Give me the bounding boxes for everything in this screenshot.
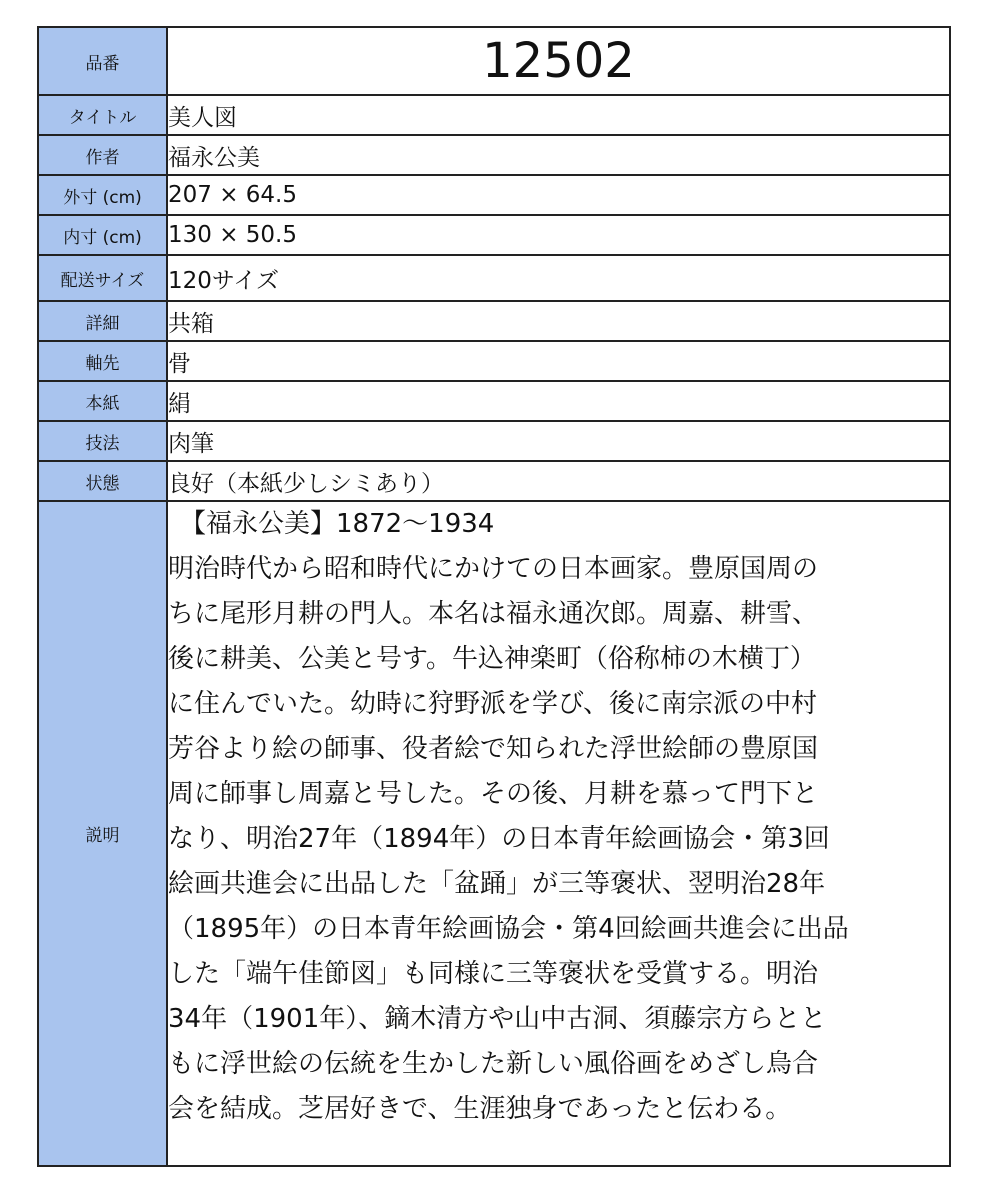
description-line: 後に耕美、公美と号す。牛込神楽町（俗称柿の木横丁）: [168, 644, 816, 674]
item-spec-table: [37, 26, 951, 1167]
description-line: した「端午佳節図」も同様に三等褒状を受賞する。明治: [168, 959, 819, 989]
value-artist: 福永公美: [167, 135, 950, 175]
value-inner-size: 130 × 50.5: [167, 215, 950, 255]
label-condition: 状態: [38, 461, 167, 501]
value-shipping-size: 120サイズ: [167, 255, 950, 301]
description-text: [168, 502, 949, 1132]
row-artist: [38, 135, 950, 175]
value-technique: 肉筆: [167, 421, 950, 461]
label-details: 詳細: [38, 301, 167, 341]
description-line: もに浮世絵の伝統を生かした新しい風俗画をめざし烏合: [168, 1049, 819, 1079]
value-condition: 良好（本紙少しシミあり）: [167, 461, 950, 501]
value-outer-size: 207 × 64.5: [167, 175, 950, 215]
label-roller-end: 軸先: [38, 341, 167, 381]
row-inner-size: [38, 215, 950, 255]
label-base-material: 本紙: [38, 381, 167, 421]
description-line: 34年（1901年）、鏑木清方や山中古洞、須藤宗方らとと: [168, 1004, 827, 1034]
description-line: （1895年）の日本青年絵画協会・第4回絵画共進会に出品: [168, 914, 849, 944]
description-line: なり、明治27年（1894年）の日本青年絵画協会・第3回: [168, 824, 830, 854]
row-outer-size: [38, 175, 950, 215]
row-roller-end: [38, 341, 950, 381]
label-technique: 技法: [38, 421, 167, 461]
value-base-material: 絹: [167, 381, 950, 421]
description-line: ちに尾形月耕の門人。本名は福永通次郎。周嘉、耕雪、: [168, 599, 819, 629]
description-line: に住んでいた。幼時に狩野派を学び、後に南宗派の中村: [168, 689, 817, 719]
description-line: 会を結成。芝居好きで、生涯独身であったと伝わる。: [168, 1094, 792, 1124]
value-description: [167, 501, 950, 1166]
row-base-material: [38, 381, 950, 421]
row-shipping-size: [38, 255, 950, 301]
label-outer-size: 外寸 (cm): [38, 175, 167, 215]
row-description: [38, 501, 950, 1166]
value-title: 美人図: [167, 95, 950, 135]
label-description: 説明: [38, 501, 167, 1166]
label-item-number: 品番: [38, 27, 167, 95]
row-title: [38, 95, 950, 135]
description-line: 絵画共進会に出品した「盆踊」が三等褒状、翌明治28年: [168, 869, 826, 899]
row-condition: [38, 461, 950, 501]
value-item-number: 12502: [167, 27, 950, 95]
label-shipping-size: 配送サイズ: [38, 255, 167, 301]
label-artist: 作者: [38, 135, 167, 175]
value-details: 共箱: [167, 301, 950, 341]
description-heading: 【福永公美】1872〜1934: [180, 509, 495, 539]
row-technique: [38, 421, 950, 461]
value-roller-end: 骨: [167, 341, 950, 381]
description-line: 明治時代から昭和時代にかけての日本画家。豊原国周の: [168, 554, 819, 584]
description-line: 芳谷より絵の師事、役者絵で知られた浮世絵師の豊原国: [168, 734, 819, 764]
row-details: [38, 301, 950, 341]
label-inner-size: 内寸 (cm): [38, 215, 167, 255]
label-title: タイトル: [38, 95, 167, 135]
description-line: 周に師事し周嘉と号した。その後、月耕を慕って門下と: [168, 779, 819, 809]
row-item-number: [38, 27, 950, 95]
